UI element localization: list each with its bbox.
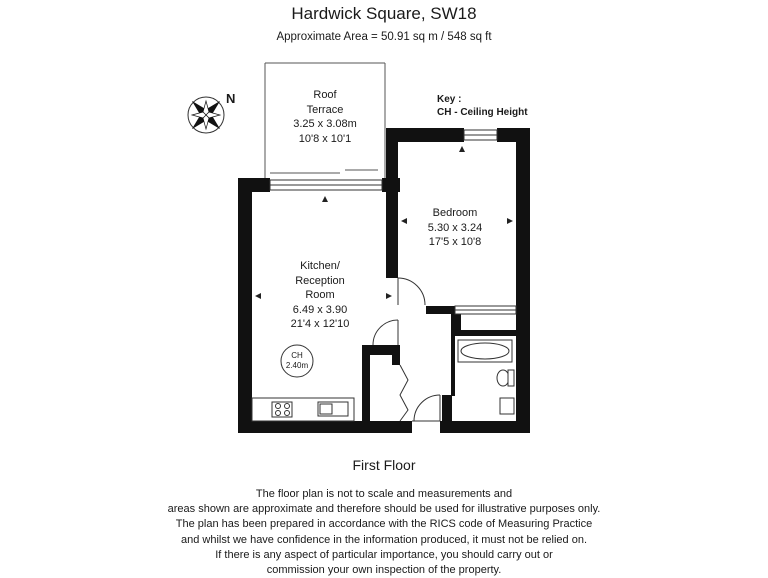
disclaimer-line: The plan has been prepared in accordance with the RICS code of Measuring Practice [175, 518, 593, 531]
roof-terrace-label [275, 88, 375, 146]
ch-value: 2.40m [285, 361, 309, 370]
roof-terrace-name-1: Roof [313, 89, 337, 101]
approximate-area: Approximate Area = 50.91 sq m / 548 sq ft [276, 31, 492, 43]
kitchen-reception-label [270, 259, 370, 332]
bedroom-metric: 5.30 x 3.24 [427, 221, 483, 234]
wc-basin [497, 370, 514, 414]
ceiling-height-label [277, 351, 317, 371]
kitchen-imperial: 21'4 x 12'10 [290, 318, 350, 330]
disclaimer-line: commission your own inspection of the property. [266, 564, 502, 577]
disclaimer-line: The floor plan is not to scale and measurements and [255, 488, 513, 500]
disclaimer-line: and whilst we have confidence in the information produced, it must not be relied on. [180, 533, 588, 546]
plan-title: Hardwick Square, SW18 [291, 4, 477, 23]
bedroom-name: Bedroom [432, 207, 478, 219]
compass-icon [188, 97, 224, 133]
bedroom-label [405, 206, 505, 250]
ch-abbrev: CH [291, 351, 303, 360]
bedroom-imperial: 17'5 x 10'8 [428, 236, 482, 248]
roof-terrace-name-2: Terrace [306, 103, 344, 116]
disclaimer-line: If there is any aspect of particular importance, you should carry out or [215, 548, 553, 561]
key-heading: Key : [437, 94, 462, 105]
kitchen-name-1: Kitchen/ [300, 260, 340, 272]
disclaimer [0, 487, 768, 578]
key-entry: CH - Ceiling Height [437, 107, 528, 118]
north-label: N [226, 91, 236, 106]
kitchen-name-3: Room [305, 289, 335, 301]
key-legend [437, 93, 528, 119]
kitchen-metric: 6.49 x 3.90 [292, 303, 348, 316]
roof-terrace-metric: 3.25 x 3.08m [293, 118, 357, 130]
bath [458, 340, 512, 362]
floor-label: First Floor [352, 457, 416, 473]
roof-terrace-imperial: 10'8 x 10'1 [298, 132, 352, 145]
disclaimer-line: areas shown are approximate and therefore should be used for illustrative purposes only. [167, 503, 601, 516]
kitchen-worktop [252, 398, 354, 421]
kitchen-name-2: Reception [295, 274, 345, 287]
